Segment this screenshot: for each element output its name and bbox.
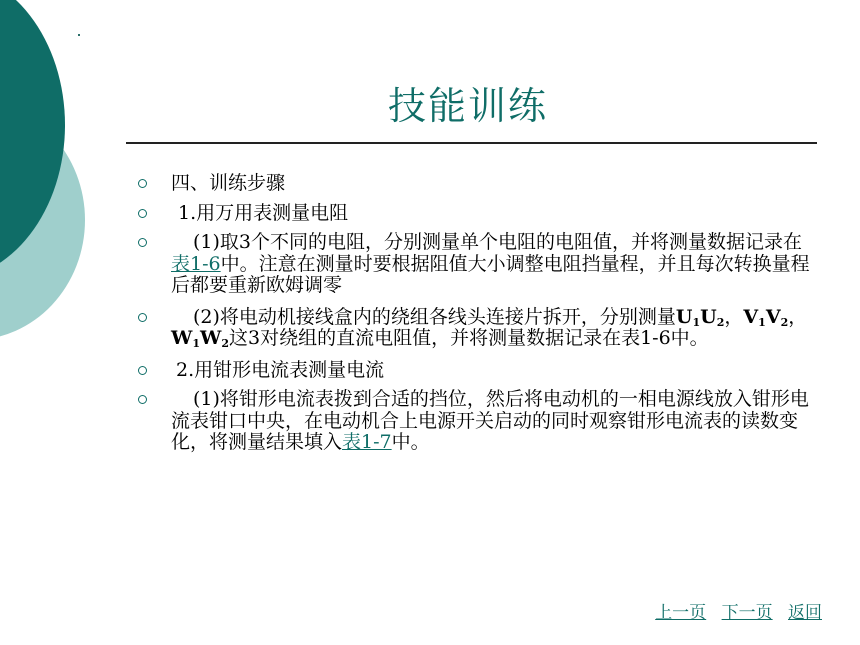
item-text: 2.用钳形电流表测量电流	[176, 358, 385, 381]
item-text: 中。	[391, 431, 430, 453]
item-text: (2)将电动机接线盒内的绕组各线头连接片拆开，分别测量	[193, 305, 676, 328]
list-item	[136, 173, 816, 195]
prev-page-link[interactable]: 上一页	[655, 603, 707, 623]
bullet-circle-icon	[138, 366, 147, 375]
content-list	[136, 173, 816, 454]
list-item: (2)将电动机接线盒内的绕组各线头连接片拆开，分别测量$U_1U_2$，$V_1V_2$，$W_1W_2$这3对绕组的直流电阻值，并将测量数据记录在表1-6中。	[136, 307, 816, 350]
item-text: (1)将钳形电流表拨到合适的挡位，然后将电动机的一相电源线放入钳形电流表钳口中央，在电动机合上电源开关启动的同时观察钳形电流表的读数变化，将测量结果填入	[171, 388, 809, 453]
bullet-circle-icon	[138, 179, 147, 188]
list-item	[136, 203, 816, 225]
item-text: 1.用万用表测量电阻	[178, 201, 349, 224]
list-item	[136, 360, 816, 382]
decor-dot	[78, 34, 80, 36]
next-page-link[interactable]: 下一页	[721, 603, 773, 623]
bullet-circle-icon	[138, 238, 147, 247]
back-link[interactable]: 返回	[788, 603, 822, 623]
bullet-circle-icon	[138, 313, 147, 322]
title-divider	[126, 142, 817, 144]
item-text: 这3对绕组的直流电阻值，并将测量数据记录在表1-6中。	[229, 327, 709, 349]
item-text: 四、训练步骤	[171, 172, 286, 194]
list-item	[136, 389, 816, 454]
bullet-circle-icon	[138, 209, 147, 218]
slide-title: 技能训练	[388, 84, 549, 128]
item-text: (1)取3个不同的电阻，分别测量单个电阻的电阻值，并将测量数据记录在	[193, 231, 803, 253]
list-item	[136, 232, 816, 297]
bullet-circle-icon	[138, 395, 147, 404]
item-text: 中。注意在测量时要根据阻值大小调整电阻挡量程，并且每次转换量程后都要重新欧姆调零	[171, 252, 810, 296]
slide-navigation	[645, 598, 822, 623]
table-1-7-link[interactable]: 表1-7	[342, 431, 392, 453]
table-1-6-link[interactable]: 表1-6	[171, 252, 221, 275]
